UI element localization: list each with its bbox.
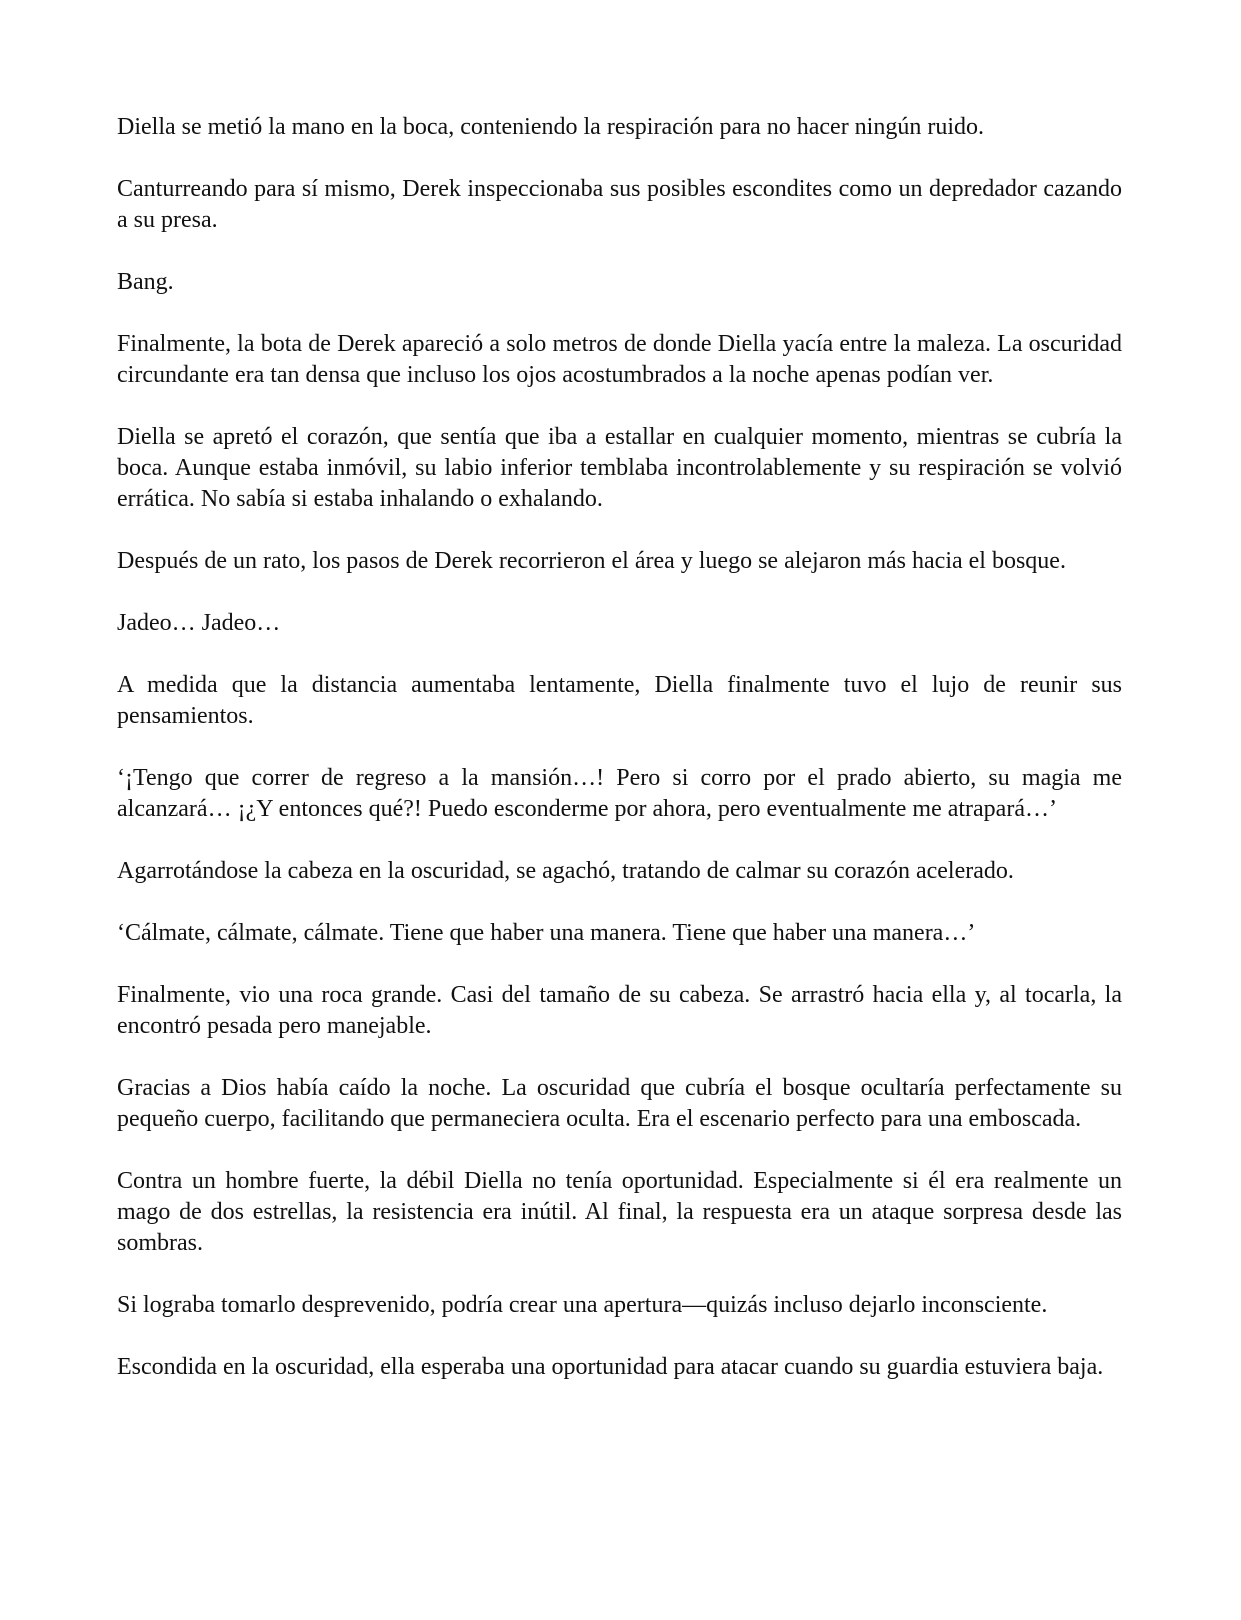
paragraph-11: ‘Cálmate, cálmate, cálmate. Tiene que haber una manera. Tiene que haber una manera…’ (117, 920, 976, 946)
paragraph-7: Jadeo… Jadeo… (117, 610, 281, 636)
paragraph-9: ‘¡Tengo que correr de regreso a la mansión…! Pero si corro por el prado abierto, su magia me alcanzará… ¡¿Y entonces qué?! Puedo esconderme por ahora, pero eventualmente me atrapará…’ (117, 765, 1122, 822)
paragraph-16: Escondida en la oscuridad, ella esperaba una oportunidad para atacar cuando su guardia estuviera baja. (117, 1354, 1104, 1380)
paragraph-8: A medida que la distancia aumentaba lentamente, Diella finalmente tuvo el lujo de reunir sus pensamientos. (117, 672, 1122, 729)
paragraph-3: Bang. (117, 269, 174, 295)
paragraph-1: Diella se metió la mano en la boca, conteniendo la respiración para no hacer ningún ruido. (117, 114, 985, 140)
paragraph-10: Agarrotándose la cabeza en la oscuridad, se agachó, tratando de calmar su corazón acelerado. (117, 858, 1014, 884)
document-page (117, 112, 1122, 1414)
paragraph-12: Finalmente, vio una roca grande. Casi del tamaño de su cabeza. Se arrastró hacia ella y, al tocarla, la encontró pesada pero manejable. (117, 982, 1122, 1039)
paragraph-6: Después de un rato, los pasos de Derek recorrieron el área y luego se alejaron más hacia el bosque. (117, 548, 1066, 574)
paragraph-14: Contra un hombre fuerte, la débil Diella no tenía oportunidad. Especialmente si él era realmente un mago de dos estrellas, la resistencia era inútil. Al final, la respuesta era un ataque sorpresa desde las sombras. (117, 1168, 1122, 1256)
paragraph-4: Finalmente, la bota de Derek apareció a solo metros de donde Diella yacía entre la maleza. La oscuridad circundante era tan densa que incluso los ojos acostumbrados a la noche apenas podían ver. (117, 331, 1122, 388)
paragraph-13: Gracias a Dios había caído la noche. La oscuridad que cubría el bosque ocultaría perfectamente su pequeño cuerpo, facilitando que permaneciera oculta. Era el escenario perfecto para una emboscada. (117, 1075, 1122, 1132)
paragraph-2: Canturreando para sí mismo, Derek inspeccionaba sus posibles escondites como un depredador cazando a su presa. (117, 176, 1122, 233)
paragraph-5: Diella se apretó el corazón, que sentía que iba a estallar en cualquier momento, mientras se cubría la boca. Aunque estaba inmóvil, su labio inferior temblaba incontrolablemente y su respiración se volvió errática. No sabía si estaba inhalando o exhalando. (117, 424, 1122, 512)
paragraph-15: Si lograba tomarlo desprevenido, podría crear una apertura—quizás incluso dejarlo inconsciente. (117, 1292, 1048, 1318)
